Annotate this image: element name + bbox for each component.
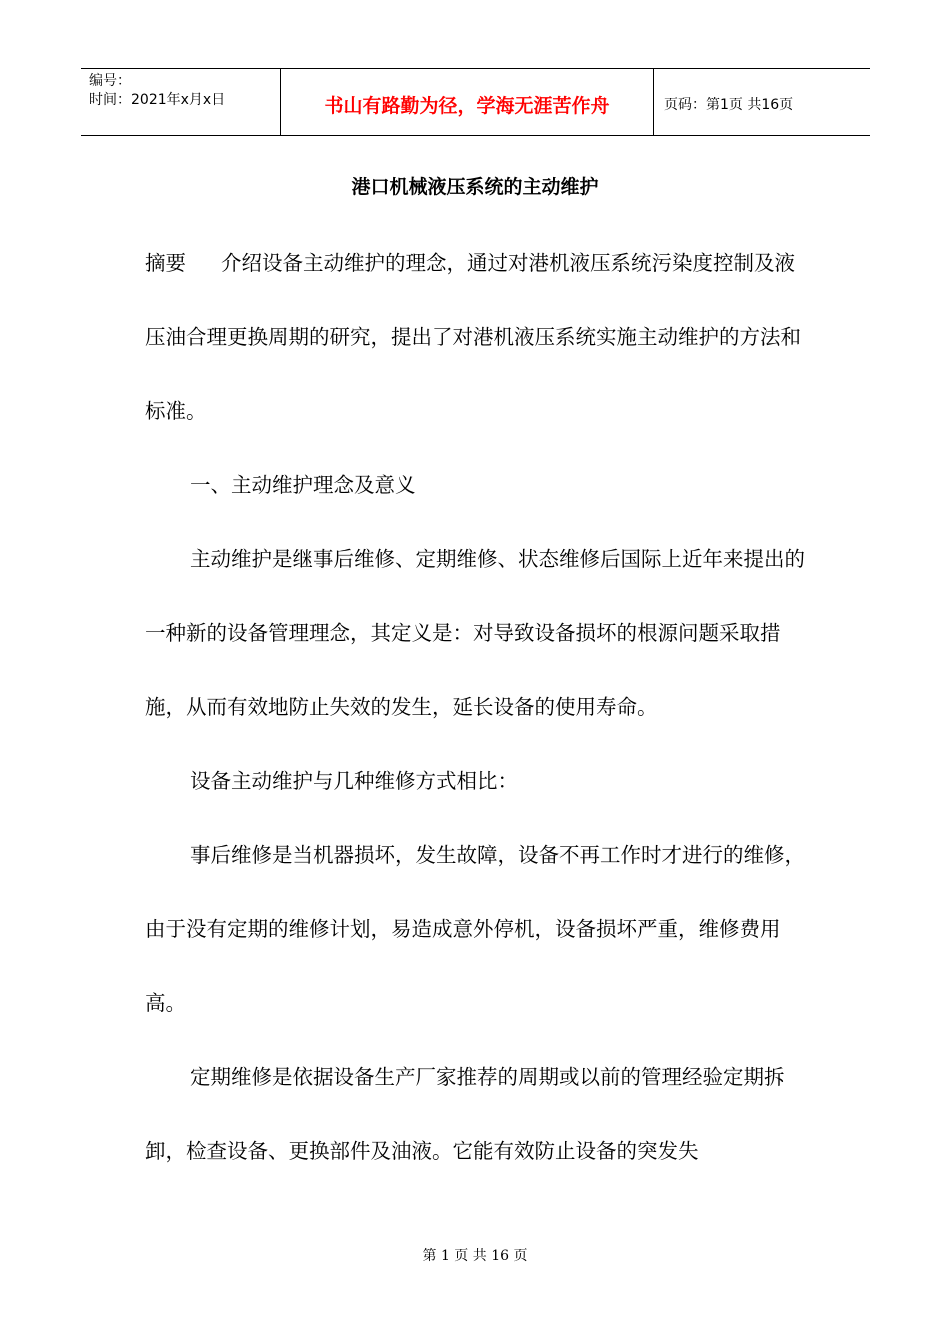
paragraph: 定期维修是依据设备生产厂家推荐的周期或以前的管理经验定期拆卸，检查设备、更换部件及油液。它能有效防止设备的突发失 [145,1065,785,1163]
abstract-paragraph [145,226,810,448]
paragraph: 主动维护是继事后维修、定期维修、状态维修后国际上近年来提出的一种新的设备管理理念，其定义是：对导致设备损坏的根源问题采取措施，从而有效地防止失效的发生，延长设备的使用寿命。 [145,547,805,719]
document-title: 港口机械液压系统的主动维护 [351,176,599,198]
paragraph: 事后维修是当机器损坏，发生故障，设备不再工作时才进行的维修，由于没有定期的维修计划，易造成意外停机，设备损坏严重，维修费用高。 [145,843,805,1015]
abstract-text: 介绍设备主动维护的理念，通过对港机液压系统污染度控制及液压油合理更换周期的研究，提出了对港机液压系统实施主动维护的方法和标准。 [145,251,801,423]
section-heading: 一、主动维护理念及意义 [190,473,416,497]
document-body [145,226,810,1188]
motto-text: 书山有路勤为径，学海无涯苦作舟 [324,94,610,117]
header-meta-cell [81,69,281,135]
time-label: 时间：2021年x月x日 [89,92,226,108]
header-motto-cell [281,69,654,135]
paragraph: 设备主动维护与几种维修方式相比： [190,769,518,793]
page-info: 页码：第1页 共16页 [664,97,794,113]
header-page-cell [654,69,870,135]
serial-label: 编号： [89,73,131,89]
header-table [81,68,870,136]
abstract-label: 摘要 [145,251,186,275]
page-footer: 第 1 页 共 16 页 [422,1248,528,1264]
